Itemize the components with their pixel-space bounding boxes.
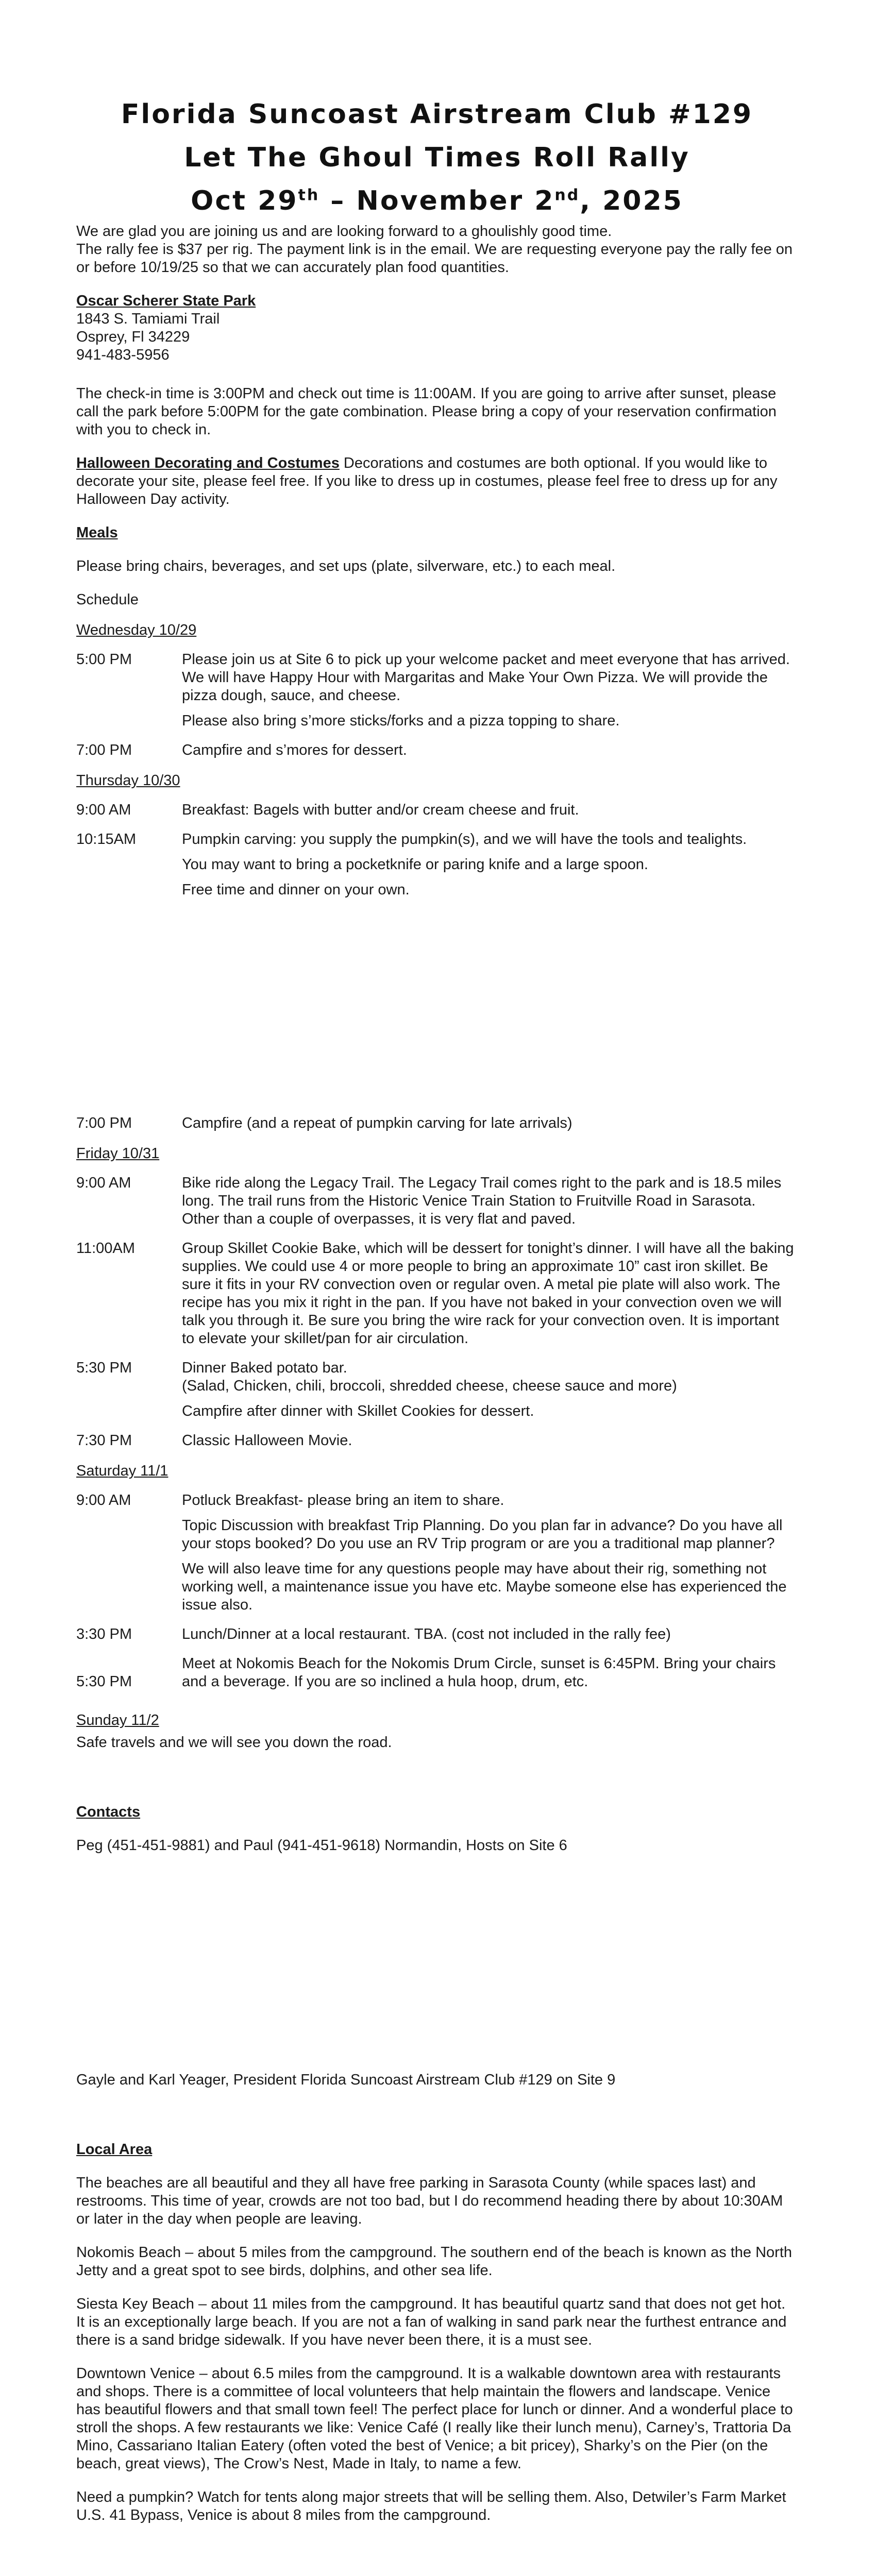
schedule-row — [76, 1359, 798, 1420]
schedule-description: Breakfast: Bagels with butter and/or cream cheese and fruit. — [182, 802, 579, 818]
park-address-line1: 1843 S. Tamiami Trail — [76, 311, 220, 327]
schedule-row — [76, 1655, 798, 1691]
local-area-heading: Local Area — [76, 2141, 153, 2158]
schedule-row — [76, 1240, 798, 1348]
contacts-hosts: Peg (451-451-9881) and Paul (941-451-9618) Normandin, Hosts on Site 6 — [76, 1837, 567, 1854]
schedule-time: 9:00 AM — [76, 1492, 131, 1509]
schedule-description: Pumpkin carving: you supply the pumpkin(s), and we will have the tools and tealights. You may want to bring a pocketknife or paring knife and a large spoon. Free time and dinner on your own. — [182, 831, 747, 898]
schedule-description: Bike ride along the Legacy Trail. The Legacy Trail comes right to the park and is 18.5 miles long. The trail runs from the Historic Venice Train Station to Fruitville Road in Sarasota. Other than a couple of overpasses, it is very flat and paved. — [182, 1175, 782, 1227]
schedule-time: 9:00 AM — [76, 802, 131, 818]
meals-text: Please bring chairs, beverages, and set ups (plate, silverware, etc.) to each meal. — [76, 558, 616, 574]
schedule-row — [76, 1174, 798, 1228]
schedule-time: 3:30 PM — [76, 1626, 132, 1642]
contacts-president: Gayle and Karl Yeager, President Florida Suncoast Airstream Club #129 on Site 9 — [76, 2072, 616, 2088]
schedule-label: Schedule — [76, 591, 139, 608]
schedule-description: Campfire and s’mores for dessert. — [182, 742, 407, 758]
schedule-row — [76, 801, 798, 819]
schedule-description: Campfire (and a repeat of pumpkin carving for late arrivals) — [182, 1115, 572, 1131]
sunday-farewell: Safe travels and we will see you down the road. — [76, 1734, 392, 1751]
meals-heading: Meals — [76, 524, 118, 541]
schedule-row — [76, 1114, 798, 1132]
local-siesta-key: Siesta Key Beach – about 11 miles from the campground. It has beautiful quartz sand that does not get hot. It is an exceptionally large beach. If you are not a fan of walking in sand park near the furthest entrance and there is a sand bridge sidewalk. If you have never been there, it is a must see. — [76, 2296, 787, 2348]
park-info — [76, 292, 798, 364]
day-thursday: Thursday 10/30 — [76, 772, 180, 789]
document-page — [76, 93, 798, 2524]
rally-title — [76, 93, 798, 223]
schedule-description: Group Skillet Cookie Bake, which will be dessert for tonight’s dinner. I will have all the baking supplies. We could use 4 or more people to bring an approximate 10” cast iron skillet. Be sure it fits in your RV convection oven or regular oven. A metal pie plate will also work. The recipe has you mix it right in the pan. If you have not baked in your convection oven we will talk you through it. Be sure you bring the wire rack for your convection oven. It is important to elevate your skillet/pan for air circulation. — [182, 1240, 794, 1347]
checkin-info: The check-in time is 3:00PM and check out time is 11:00AM. If you are going to arrive after sunset, please call the park before 5:00PM for the gate combination. Please bring a copy of your reservation confirmation with you to check in. — [76, 385, 777, 438]
title-rally-name: Let The Ghoul Times Roll Rally — [184, 142, 690, 173]
schedule-description: Classic Halloween Movie. — [182, 1432, 352, 1449]
schedule-time: 11:00AM — [76, 1240, 135, 1257]
park-phone: 941-483-5956 — [76, 347, 170, 363]
local-downtown-venice: Downtown Venice – about 6.5 miles from the campground. It is a walkable downtown area with restaurants and shops. There is a committee of local volunteers that help maintain the flowers and landscape. Venice has beautiful flowers and that small town feel! The perfect place for lunch or dinner. And a wonderful place to stroll the shops. A few restaurants we like: Venice Café (I really like their lunch menu), Carney’s, Trattoria Da Mino, Cassariano Italian Eatery (often voted the best of Venice; a bit pricey), Sharky’s on the Pier (on the beach, great views), The Crow’s Nest, Made in Italy, to name a few. — [76, 2365, 793, 2472]
schedule-time: 9:00 AM — [76, 1175, 131, 1191]
day-wednesday: Wednesday 10/29 — [76, 622, 197, 638]
schedule-time: 5:30 PM — [76, 1673, 132, 1690]
day-friday: Friday 10/31 — [76, 1145, 160, 1162]
contacts-heading: Contacts — [76, 1804, 141, 1820]
day-saturday: Saturday 11/1 — [76, 1463, 169, 1479]
schedule-description: Lunch/Dinner at a local restaurant. TBA. (cost not included in the rally fee) — [182, 1626, 671, 1642]
schedule-description: Dinner Baked potato bar. (Salad, Chicken, chili, broccoli, shredded cheese, cheese sauce and more) Campfire after dinner with Skillet Cookies for dessert. — [182, 1360, 677, 1419]
schedule-time: 5:30 PM — [76, 1360, 132, 1376]
title-club: Florida Suncoast Airstream Club #129 — [121, 99, 753, 130]
local-pumpkin: Need a pumpkin? Watch for tents along major streets that will be selling them. Also, Detwiler’s Farm Market U.S. 41 Bypass, Venice is about 8 miles from the campground. — [76, 2489, 786, 2523]
schedule-description: Meet at Nokomis Beach for the Nokomis Drum Circle, sunset is 6:45PM. Bring your chairs and a beverage. If you are so inclined a hula hoop, drum, etc. — [182, 1655, 776, 1690]
park-address-line2: Osprey, Fl 34229 — [76, 329, 190, 345]
park-name: Oscar Scherer State Park — [76, 293, 256, 309]
schedule-description: Potluck Breakfast- please bring an item to share. Topic Discussion with breakfast Trip Planning. Do you plan far in advance? Do you have all your stops booked? Do you use an RV Trip program or are you a traditional map planner? We will also leave time for any questions people may have about their rig, something not working well, a maintenance issue you have etc. Maybe someone else has experienced the issue also. — [182, 1492, 787, 1613]
schedule-row — [76, 1625, 798, 1643]
schedule-row — [76, 651, 798, 730]
local-beaches: The beaches are all beautiful and they all have free parking in Sarasota County (while spaces last) and restrooms. This time of year, crowds are not too bad, but I do recommend heading there by about 10:30AM or later in the day when people are leaving. — [76, 2175, 783, 2227]
intro-welcome: We are glad you are joining us and are looking forward to a ghoulishly good time. — [76, 223, 612, 240]
schedule-time: 7:00 PM — [76, 1115, 132, 1131]
schedule-time: 5:00 PM — [76, 651, 132, 668]
local-nokomis-beach: Nokomis Beach – about 5 miles from the campground. The southern end of the beach is known as the North Jetty and a great spot to see birds, dolphins, and other sea life. — [76, 2244, 793, 2279]
schedule-row — [76, 831, 798, 899]
schedule-row — [76, 1432, 798, 1450]
halloween-info — [76, 454, 798, 509]
title-dates: Oct 29th – November 2nd, 2025 — [191, 185, 683, 216]
schedule-row — [76, 741, 798, 759]
schedule-time: 7:00 PM — [76, 742, 132, 758]
schedule-description: Please join us at Site 6 to pick up your welcome packet and meet everyone that has arrived. We will have Happy Hour with Margaritas and Make Your Own Pizza. We will provide the pizza dough, sauce, and cheese. Please also bring s’more sticks/forks and a pizza topping to share. — [182, 651, 790, 729]
schedule-row — [76, 1492, 798, 1614]
halloween-text: Decorations and costumes are both optional. If you would like to decorate your site, please feel free. If you like to dress up in costumes, please feel free to dress up for any Halloween Day activity. — [76, 455, 778, 507]
halloween-heading: Halloween Decorating and Costumes — [76, 455, 340, 471]
schedule-time: 7:30 PM — [76, 1432, 132, 1449]
intro-rally-fee: The rally fee is $37 per rig. The payment link is in the email. We are requesting everyone pay the rally fee on or before 10/19/25 so that we can accurately plan food quantities. — [76, 241, 793, 276]
schedule-time: 10:15AM — [76, 831, 137, 848]
day-sunday: Sunday 11/2 — [76, 1712, 159, 1728]
